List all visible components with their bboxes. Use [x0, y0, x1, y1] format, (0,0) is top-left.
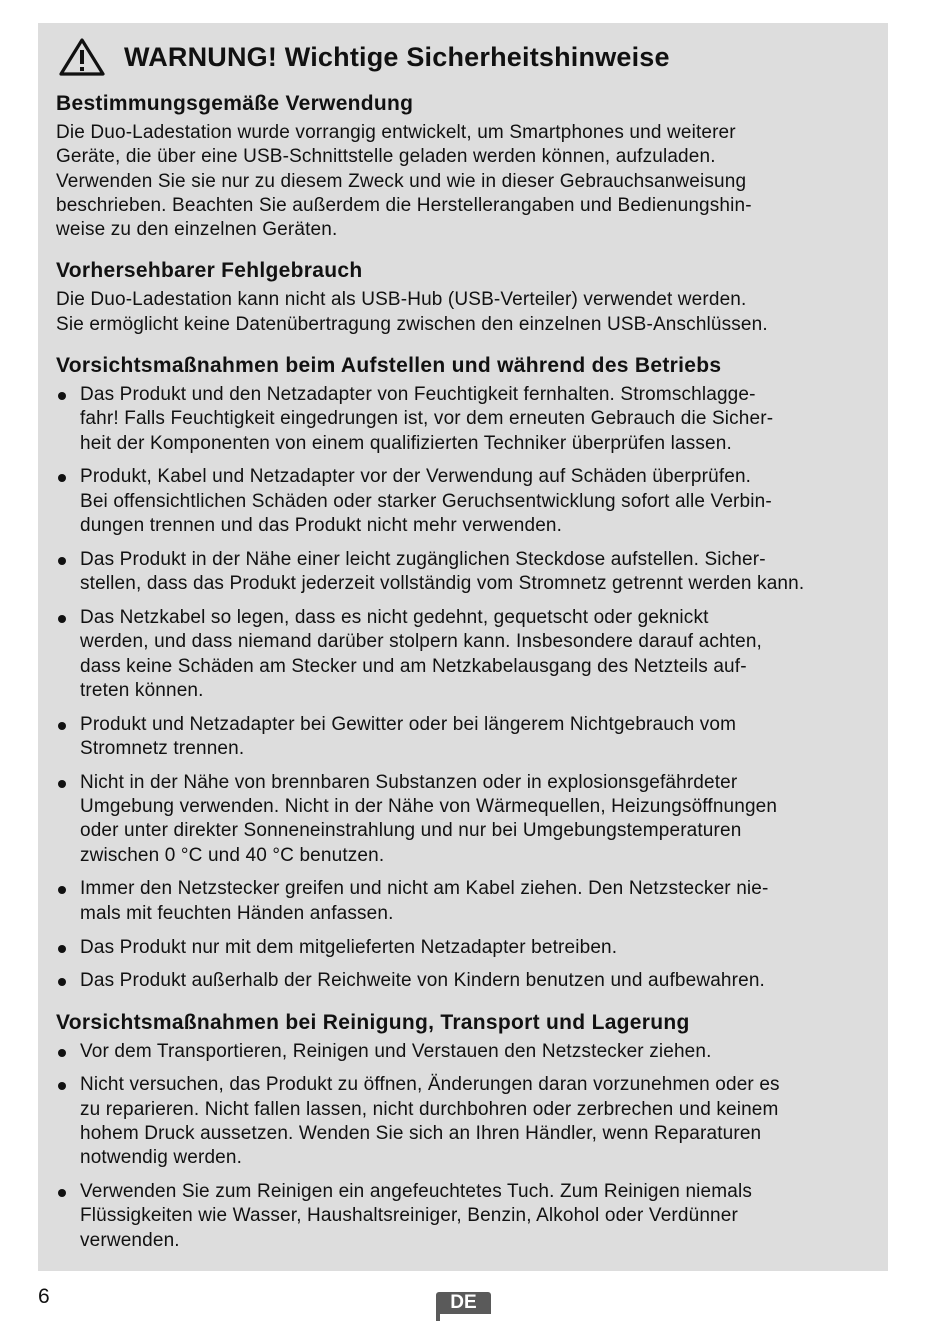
bullet-line: Verwenden Sie zum Reinigen ein angefeuchtetes Tuch. Zum Reinigen niemals: [80, 1181, 752, 1203]
bullet-list: [56, 1040, 870, 1253]
paragraph-line: Die Duo-Ladestation wurde vorrangig entwickelt, um Smartphones und weiterer: [56, 122, 736, 143]
list-item: [56, 383, 870, 456]
section-paragraph: [56, 288, 870, 337]
bullet-line: dass keine Schäden am Stecker und am Netzkabelausgang des Netzteils auf-: [80, 655, 747, 677]
bullet-dot-icon: [58, 615, 66, 623]
section-3: [56, 353, 870, 994]
language-tab: DE: [436, 1292, 491, 1314]
bullet-dot-icon: [58, 474, 66, 482]
bullet-line: Das Produkt und den Netzadapter von Feuchtigkeit fernhalten. Stromschlagge-: [80, 384, 756, 406]
list-item: [56, 969, 870, 993]
warning-triangle-icon: [58, 37, 106, 77]
list-item: [56, 1073, 870, 1170]
bullet-line: Das Produkt nur mit dem mitgelieferten Netzadapter betreiben.: [80, 936, 618, 958]
bullet-line: fahr! Falls Feuchtigkeit eingedrungen ist, vor dem erneuten Gebrauch die Sicher-: [80, 408, 774, 430]
list-item: [56, 877, 870, 926]
bullet-line: Flüssigkeiten wie Wasser, Haushaltsreiniger, Benzin, Alkohol oder Verdünner: [80, 1205, 738, 1227]
bullet-line: dungen trennen und das Produkt nicht mehr verwenden.: [80, 515, 563, 537]
bullet-dot-icon: [58, 886, 66, 894]
bullet-dot-icon: [58, 1082, 66, 1090]
language-tab-marker: [436, 1312, 440, 1321]
paragraph-line: Geräte, die über eine USB-Schnittstelle geladen werden können, aufzuladen.: [56, 146, 716, 168]
bullet-line: zwischen 0 °C und 40 °C benutzen.: [80, 844, 385, 866]
bullet-line: hohem Druck aussetzen. Wenden Sie sich an Ihren Händler, wenn Reparaturen: [80, 1123, 762, 1144]
bullet-line: werden, und dass niemand darüber stolpern kann. Insbesondere darauf achten,: [80, 631, 762, 653]
bullet-dot-icon: [58, 722, 66, 730]
section-paragraph: [56, 121, 870, 242]
bullet-line: Das Produkt in der Nähe einer leicht zugänglichen Steckdose aufstellen. Sicher-: [80, 548, 766, 570]
bullet-line: Produkt, Kabel und Netzadapter vor der Verwendung auf Schäden überprüfen.: [80, 466, 752, 488]
bullet-line: heit der Komponenten von einem qualifizierten Techniker überprüfen lassen.: [80, 432, 732, 454]
list-item: [56, 936, 870, 960]
section-heading: Vorsichtsmaßnahmen beim Aufstellen und während des Betriebs: [56, 354, 722, 378]
list-item: [56, 713, 870, 762]
paragraph-line: Sie ermöglicht keine Datenübertragung zwischen den einzelnen USB-Anschlüssen.: [56, 313, 768, 335]
paragraph-line: Die Duo-Ladestation kann nicht als USB-Hub (USB-Verteiler) verwendet werden.: [56, 289, 747, 311]
bullet-dot-icon: [58, 1189, 66, 1197]
bullet-line: Produkt und Netzadapter bei Gewitter oder bei längerem Nichtgebrauch vom: [80, 713, 737, 735]
section-4: [56, 1010, 870, 1253]
bullet-dot-icon: [58, 557, 66, 565]
bullet-line: Stromnetz trennen.: [80, 737, 245, 759]
bullet-line: verwenden.: [80, 1229, 180, 1251]
bullet-line: oder unter direkter Sonneneinstrahlung und nur bei Umgebungstemperaturen: [80, 820, 742, 842]
bullet-line: zu reparieren. Nicht fallen lassen, nicht durchbohren oder zerbrechen und keinem: [80, 1098, 779, 1120]
bullet-dot-icon: [58, 780, 66, 788]
sections-container: [56, 91, 870, 1253]
page-title: WARNUNG! Wichtige Sicherheitshinweise: [124, 41, 670, 72]
paragraph-line: weise zu den einzelnen Geräten.: [56, 219, 338, 241]
bullet-line: Das Netzkabel so legen, dass es nicht gedehnt, gequetscht oder geknickt: [80, 606, 709, 628]
bullet-dot-icon: [58, 945, 66, 953]
section-heading: Bestimmungsgemäße Verwendung: [56, 92, 414, 115]
bullet-line: notwendig werden.: [80, 1147, 243, 1169]
section-1: [56, 91, 870, 242]
paragraph-line: Verwenden Sie sie nur zu diesem Zweck und wie in dieser Gebrauchsanweisung: [56, 170, 747, 192]
bullet-line: Bei offensichtlichen Schäden oder starker Geruchsentwicklung sofort alle Verbin-: [80, 490, 772, 512]
list-item: [56, 548, 870, 597]
bullet-line: Das Produkt außerhalb der Reichweite von Kindern benutzen und aufbewahren.: [80, 970, 765, 992]
bullet-line: treten können.: [80, 679, 204, 701]
bullet-dot-icon: [58, 978, 66, 986]
bullet-list: [56, 383, 870, 994]
bullet-line: Immer den Netzstecker greifen und nicht am Kabel ziehen. Den Netzstecker nie-: [80, 878, 769, 900]
bullet-line: Nicht versuchen, das Produkt zu öffnen, Änderungen daran vorzunehmen oder es: [80, 1074, 780, 1096]
bullet-line: Umgebung verwenden. Nicht in der Nähe von Wärmequellen, Heizungsöffnungen: [80, 796, 778, 818]
list-item: [56, 606, 870, 703]
safety-panel: [38, 23, 888, 1271]
title-row: [58, 37, 870, 77]
bullet-dot-icon: [58, 392, 66, 400]
list-item: [56, 465, 870, 538]
paragraph-line: beschrieben. Beachten Sie außerdem die Herstellerangaben und Bedienungshin-: [56, 194, 752, 216]
list-item: [56, 1040, 870, 1064]
section-2: [56, 258, 870, 337]
bullet-line: Vor dem Transportieren, Reinigen und Verstauen den Netzstecker ziehen.: [80, 1040, 712, 1062]
bullet-line: Nicht in der Nähe von brennbaren Substanzen oder in explosionsgefährdeter: [80, 771, 738, 793]
bullet-line: mals mit feuchten Händen anfassen.: [80, 902, 394, 924]
section-heading: Vorsichtsmaßnahmen bei Reinigung, Transport und Lagerung: [56, 1010, 690, 1034]
bullet-line: stellen, dass das Produkt jederzeit vollständig vom Stromnetz getrennt werden kann.: [80, 573, 805, 595]
list-item: [56, 1180, 870, 1253]
list-item: [56, 771, 870, 868]
page-number: 6: [38, 1285, 50, 1308]
bullet-dot-icon: [58, 1049, 66, 1057]
section-heading: Vorhersehbarer Fehlgebrauch: [56, 259, 363, 283]
